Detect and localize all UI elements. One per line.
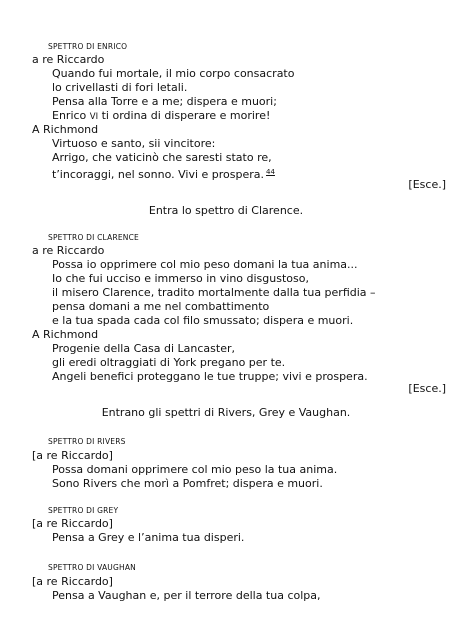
addressee: [a re Riccardo] [32,517,113,530]
verse-line: Possa io opprimere col mio peso domani la tua anima... [52,258,358,271]
verse-line: lo crivellasti di fori letali. [52,81,188,94]
verse-text: ti ordina di disperare e morire! [98,109,271,122]
verse-line [52,109,270,124]
verse-line: Arrigo, che vaticinò che saresti stato re, [52,151,272,164]
addressee: [a re Riccardo] [32,575,113,588]
verse-line: Pensa a Vaughan e, per il terrore della tua colpa, [52,589,321,602]
footnote-link[interactable]: 44 [266,168,275,176]
speaker-clarence: SPETTRO DI CLARENCE [48,233,139,242]
speaker-vaughan: SPETTRO DI VAUGHAN [48,563,136,572]
stage-direction: Entrano gli spettri di Rivers, Grey e Vaughan. [101,406,351,419]
speaker-enrico: SPETTRO DI ENRICO [48,42,128,51]
verse-line: pensa domani a me nel combattimento [52,300,270,313]
addressee: a re Riccardo [32,53,105,66]
roman-numeral: VI [89,112,99,122]
verse-line: Progenie della Casa di Lancaster, [52,342,235,355]
addressee: a re Riccardo [32,244,105,257]
verse-line: Virtuoso e santo, sii vincitore: [52,137,216,150]
addressee: A Richmond [32,123,99,136]
verse-line: il misero Clarence, tradito mortalmente dalla tua perfidia – [52,286,376,299]
exit-direction: [Esce.] [408,178,446,191]
verse-line: Angeli benefici proteggano le tue truppe; vivi e prospera. [52,370,368,383]
verse-line: Sono Rivers che morì a Pomfret; dispera e muori. [52,477,323,490]
verse-line: Pensa alla Torre e a me; dispera e muori; [52,95,277,108]
exit-direction: [Esce.] [408,382,446,395]
verse-line: gli eredi oltraggiati di York pregano per te. [52,356,286,369]
verse-text: t’incoraggi, nel sonno. Vivi e prospera. [52,168,265,181]
verse-line [52,165,275,182]
verse-line: Quando fui mortale, il mio corpo consacrato [52,67,295,80]
verse-text: Enrico [52,109,90,122]
addressee: A Richmond [32,328,99,341]
verse-line: Pensa a Grey e l’anima tua disperi. [52,531,245,544]
verse-line: Possa domani opprimere col mio peso la tua anima. [52,463,338,476]
speaker-grey: SPETTRO DI GREY [48,506,119,515]
verse-line: Io che fui ucciso e immerso in vino disgustoso, [52,272,309,285]
verse-line: e la tua spada cada col filo smussato; dispera e muori. [52,314,354,327]
speaker-rivers: SPETTRO DI RIVERS [48,437,126,446]
stage-direction: Entra lo spettro di Clarence. [148,204,304,217]
addressee: [a re Riccardo] [32,449,113,462]
